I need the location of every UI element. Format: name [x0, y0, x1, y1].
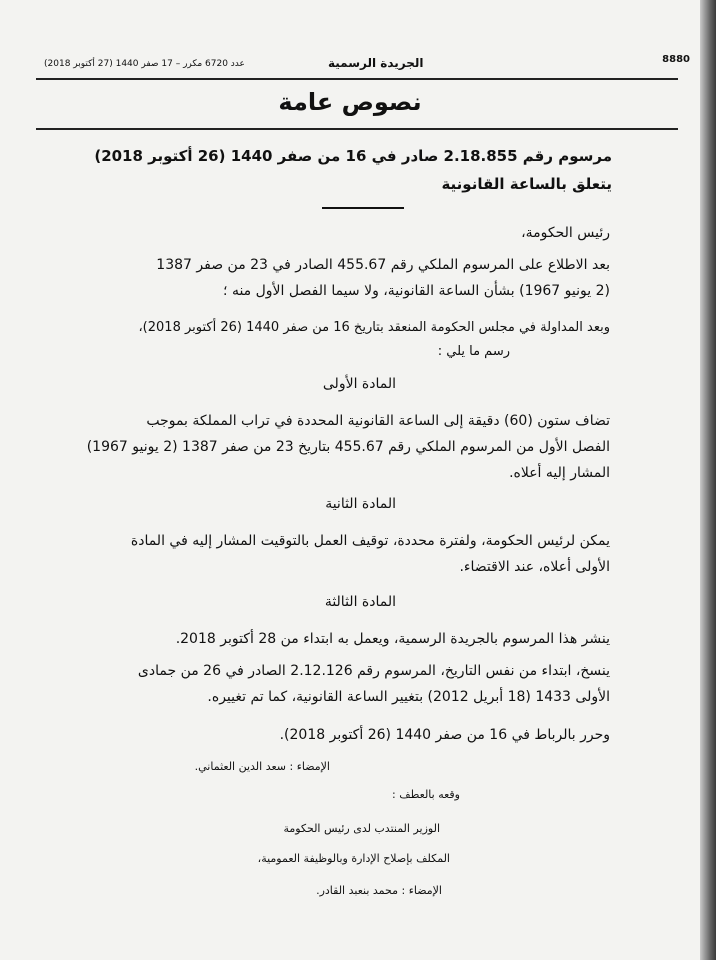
article3-heading: المادة الثالثة [324, 594, 396, 610]
journal-name: الجريدة الرسمية [328, 56, 424, 70]
preamble-paragraph-2: وبعد المداولة في مجلس الحكومة المنعقد بتاريخ 16 من صفر 1440 (26 أكتوبر 2018)، [138, 320, 610, 335]
header-divider [36, 78, 678, 80]
article1-text [50, 408, 610, 486]
minister-title-line1: الوزير المنتدب لدى رئيس الحكومة [283, 822, 440, 835]
decree-title [92, 142, 612, 198]
preamble-paragraph-1 [50, 252, 610, 304]
article1-line: الفصل الأول من المرسوم الملكي رقم 455.67 بتاريخ 23 من صفر 1387 (2 يونيو 1967) [86, 439, 610, 455]
issue-info: عدد 6720 مكرر – 17 صفر 1440 (27 أكتوبر 2018) [44, 59, 245, 69]
section-divider [36, 128, 678, 130]
article1-heading: المادة الأولى [322, 376, 396, 392]
article3-line: الأولى 1433 (18 أبريل 2012) بتغيير الساعة القانونية، كما تم تغييره. [207, 689, 610, 705]
article2-line: يمكن لرئيس الحكومة، ولفترة محددة، توقيف العمل بالتوقيت المشار إليه في المادة [130, 533, 610, 549]
article3-paragraph-1: ينشر هذا المرسوم بالجريدة الرسمية، ويعمل به ابتداء من 28 أكتوبر 2018. [175, 631, 610, 647]
article1-line: تضاف ستون (60) دقيقة إلى الساعة القانونية المحددة في تراب المملكة بموجب [146, 413, 610, 429]
preamble-line: (2 يونيو 1967) بشأن الساعة القانونية، ولا سيما الفصل الأول منه ؛ [223, 283, 610, 299]
signature-minister: الإمضاء : محمد بنعبد القادر. [316, 884, 442, 897]
section-title: نصوص عامة [278, 88, 422, 116]
decree-title-line2: يتعلق بالساعة القانونية [441, 175, 612, 193]
decree-title-line1: مرسوم رقم 2.18.855 صادر في 16 من صفر 1440 (26 أكتوبر 2018) [94, 147, 612, 165]
signature-prime-minister: الإمضاء : سعد الدين العثماني. [194, 760, 330, 773]
addressee: رئيس الحكومة، [521, 225, 610, 241]
article3-line: ينسخ، ابتداء من نفس التاريخ، المرسوم رقم 2.12.126 الصادر في 26 من جمادى [137, 663, 610, 679]
minister-title-line2: المكلف بإصلاح الإدارة وبالوظيفة العمومية، [257, 852, 450, 865]
screen-edge [700, 0, 716, 960]
done-at-statement: وحرر بالرباط في 16 من صفر 1440 (26 أكتوبر 2018). [279, 727, 610, 743]
article2-heading: المادة الثانية [325, 496, 396, 512]
article3-paragraph-2 [50, 658, 610, 710]
preamble-line: بعد الاطلاع على المرسوم الملكي رقم 455.67 الصادر في 23 من صفر 1387 [156, 257, 610, 273]
page-number: 8880 [662, 54, 690, 65]
title-separator [322, 207, 404, 209]
article1-line: المشار إليه أعلاه. [509, 465, 610, 481]
page-header [40, 54, 690, 78]
article2-line: الأولى أعلاه، عند الاقتضاء. [459, 559, 610, 575]
decreed-statement: رسم ما يلي : [437, 344, 510, 359]
countersignature-label: وقعه بالعطف : [392, 788, 460, 801]
article2-text [50, 528, 610, 580]
